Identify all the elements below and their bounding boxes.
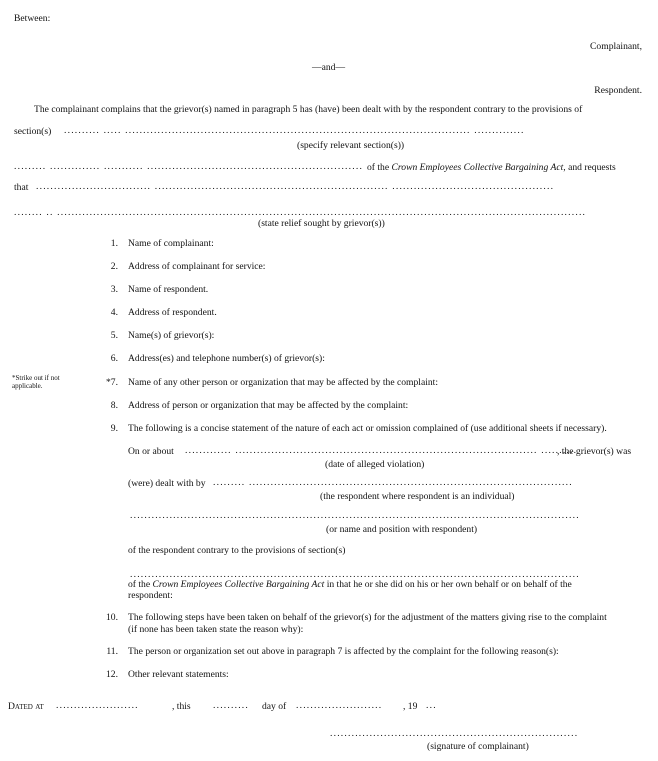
item-9-text: The following is a concise statement of the nature of each act or omission complained of (use additional sheets if necessary).	[128, 423, 607, 434]
item-6-number: 6.	[110, 353, 118, 364]
item-10-text: The following steps have been taken on behalf of the grievor(s) for the adjustment of the matters giving rise to the complaint	[128, 612, 607, 623]
month-blank[interactable]: ........................	[296, 700, 383, 711]
item-3-number: 3.	[110, 284, 118, 295]
date-caption: (date of alleged violation)	[325, 459, 425, 470]
intro-line-1: The complainant complains that the grievor(s) named in paragraph 5 has (have) been dealt with by the respondent contrary to the provisions of	[34, 104, 583, 115]
this-label: , this	[172, 701, 191, 712]
item-7-text: Name of any other person or organization that may be affected by the complaint:	[128, 377, 439, 388]
year-label: , 19	[403, 701, 418, 712]
item-10-text-2: (if none has been taken state the reason why):	[128, 624, 304, 635]
section-blank[interactable]: .......... ..... ................................................................................................ ..............	[64, 125, 525, 136]
item-4-number: 4.	[110, 307, 118, 318]
section-label: section(s)	[14, 126, 52, 137]
and-separator: —and—	[312, 62, 346, 73]
section-9-blank[interactable]: .............................................................................................................................	[130, 569, 580, 580]
grievor-was-label: , the grievor(s) was	[557, 446, 632, 457]
item-4-text: Address of respondent.	[128, 307, 217, 318]
year-blank[interactable]: ...	[426, 700, 437, 711]
on-or-about-label: On or about	[128, 446, 174, 457]
signature-blank[interactable]: .....................................................................	[330, 728, 579, 739]
act-line-9: of the Crown Employees Collective Bargaining Act in that he or she did on his or her own behalf or on behalf of the	[128, 579, 572, 590]
section-continued-blank[interactable]: ......... .............. ........... ............................................................	[14, 161, 364, 172]
act-name: Crown Employees Collective Bargaining Act	[391, 162, 564, 173]
date-blank[interactable]: ............. .................................................................................... ..........	[185, 445, 578, 456]
dated-at-label: Dated at	[8, 701, 44, 712]
item-1-number: 1.	[110, 238, 118, 249]
item-6-text: Address(es) and telephone number(s) of grievor(s):	[128, 353, 325, 364]
item-2-text: Address of complainant for service:	[128, 261, 266, 272]
dealt-with-blank[interactable]: ......... ..........................................................................................	[213, 477, 573, 488]
item-8-number: 8.	[110, 400, 118, 411]
act-line: of the Crown Employees Collective Bargaining Act, and requests	[367, 162, 616, 173]
item-12-number: 12.	[106, 669, 118, 680]
item-12-text: Other relevant statements:	[128, 669, 229, 680]
name-position-caption: (or name and position with respondent)	[326, 524, 478, 535]
item-5-number: 5.	[110, 330, 118, 341]
relief-blank-1[interactable]: ................................ ................................................................. .............................................	[36, 181, 555, 192]
item-11-number: 11.	[106, 646, 118, 657]
signature-caption: (signature of complainant)	[427, 741, 529, 752]
contrary-line: of the respondent contrary to the provisions of section(s)	[128, 545, 346, 556]
were-dealt-label: (were) dealt with by	[128, 478, 206, 489]
item-2-number: 2.	[110, 261, 118, 272]
item-10-number: 10.	[106, 612, 118, 623]
relief-blank-2[interactable]: ........ .. ...................................................................................................................................................	[14, 207, 587, 218]
relief-caption: (state relief sought by grievor(s))	[258, 218, 385, 229]
day-blank[interactable]: ..........	[213, 700, 249, 711]
day-of-label: day of	[262, 701, 287, 712]
item-9-number: 9.	[110, 423, 118, 434]
dated-at-blank[interactable]: .......................	[56, 700, 139, 711]
respondent-label: Respondent.	[594, 85, 642, 96]
item-11-text: The person or organization set out above in paragraph 7 is affected by the complaint for the following reason(s):	[128, 646, 559, 657]
respondent-end: respondent:	[128, 590, 173, 601]
item-3-text: Name of respondent.	[128, 284, 209, 295]
act-name-9: Crown Employees Collective Bargaining Act	[152, 579, 325, 590]
complainant-label: Complainant,	[590, 41, 642, 52]
name-position-blank[interactable]: .............................................................................................................................	[130, 510, 580, 521]
item-1-text: Name of complainant:	[128, 238, 214, 249]
item-5-text: Name(s) of grievor(s):	[128, 330, 215, 341]
between-label: Between:	[14, 13, 51, 24]
that-label: that	[14, 182, 29, 193]
item-7-number: *7.	[106, 377, 118, 388]
strike-out-note: *Strike out if not applicable.	[12, 374, 60, 391]
item-8-text: Address of person or organization that may be affected by the complaint:	[128, 400, 409, 411]
specify-caption: (specify relevant section(s))	[297, 140, 405, 151]
respondent-caption: (the respondent where respondent is an individual)	[320, 491, 515, 502]
